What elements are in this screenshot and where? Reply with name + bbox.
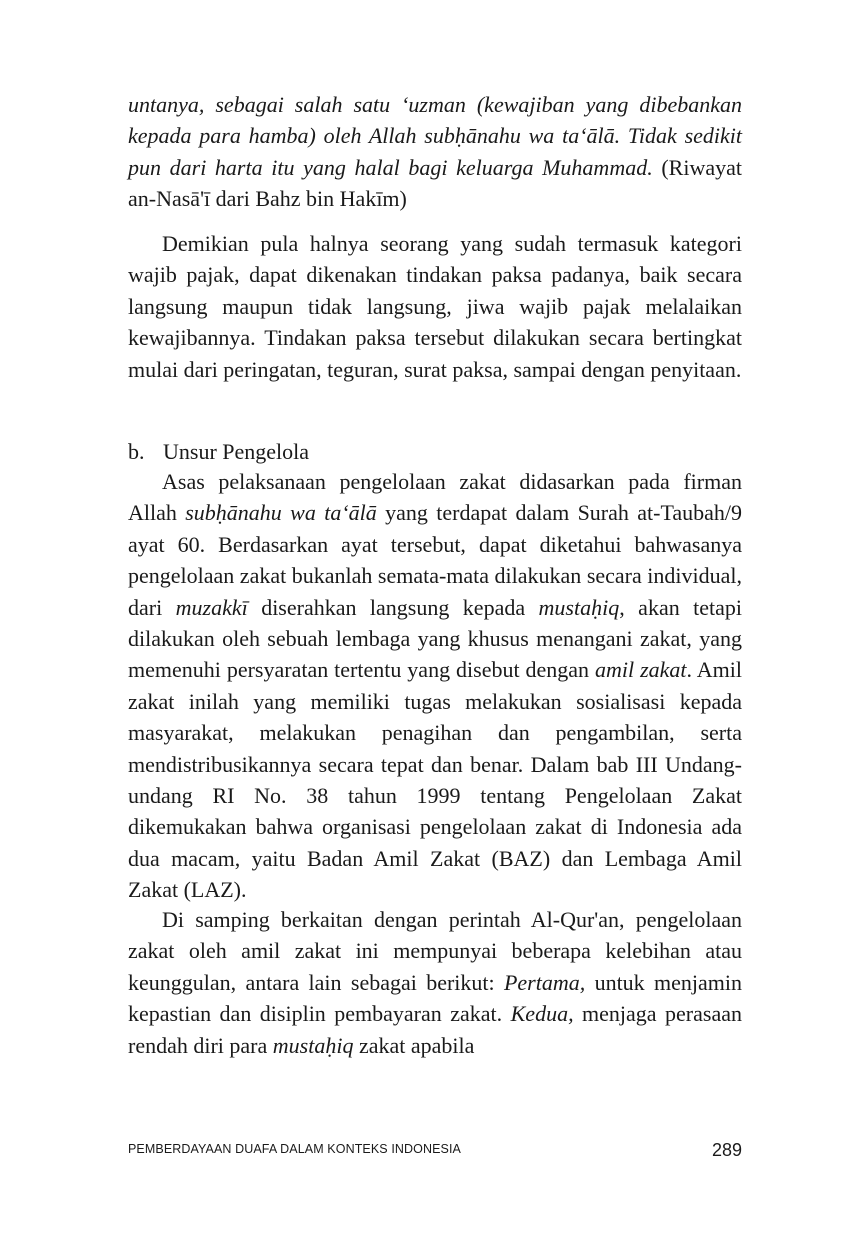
text-run: menjaga perasaan rendah diri para (128, 1001, 742, 1058)
text-run: . Amil zakat inilah yang memiliki tugas melakukan sosialisasi kepada masyarakat, melakukan penagihan dan pengambilan, serta mendistribusikannya secara tepat dan benar. Dalam bab III Undang-undang RI No. 38 tahun 1999 tentang Pengelolaan Zakat dikemukakan bahwa organisasi pengelolaan zakat di Indonesia ada dua macam, yaitu Badan Amil Zakat (BAZ) dan Lembaga Amil Zakat (LAZ). (128, 657, 742, 903)
italic-term: subḥānahu wa ta‘ālā (185, 500, 377, 526)
italic-term: amil zakat (595, 657, 687, 683)
italic-term: Kedua, (510, 1001, 574, 1027)
section-title: Unsur Pengelola (163, 439, 310, 464)
paragraph-hadith-quote (128, 89, 742, 215)
italic-term: muzakkī (175, 594, 248, 620)
italic-term: mustaḥiq (538, 594, 620, 620)
running-footer-title: PEMBERDAYAAN DUAFA DALAM KONTEKS INDONESIA (128, 1142, 461, 1156)
text-run: , akan tetapi dilakukan oleh sebuah lembaga yang khusus menangani zakat, yang memenuhi persyaratan tertentu yang disebut dengan (128, 594, 743, 683)
paragraph-amil-advantages (128, 904, 742, 1061)
section-letter: b. (128, 439, 145, 464)
text-run: diserahkan langsung kepada (247, 594, 539, 620)
text-run: zakat apabila (353, 1032, 475, 1058)
section-heading (128, 436, 742, 467)
italic-term: Pertama, (503, 969, 586, 995)
text-run: untuk menjamin kepastian dan disiplin pembayaran zakat. (128, 969, 743, 1027)
text-run: Asas pelaksanaan pengelolaan zakat didasarkan pada firman Allah (128, 469, 742, 526)
italic-term: mustaḥiq (272, 1032, 354, 1058)
text-run: yang terdapat dalam Surah at-Taubah/9 ayat 60. Berdasarkan ayat tersebut, dapat diketahui bahwasanya pengelolaan zakat bukanlah semata-mata dilakukan secara individual, dari (128, 500, 742, 620)
hadith-citation: (Riwayat an-Nasā'ī dari Bahz bin Hakīm) (128, 154, 742, 212)
paragraph-zakat-management (128, 466, 742, 906)
hadith-quote-italic: untanya, sebagai salah satu ‘uzman (kewajiban yang dibebankan kepada para hamba) oleh Allah subḥānahu wa ta‘ālā. Tidak sedikit pun dari harta itu yang halal bagi keluarga Muhammad. (128, 92, 742, 180)
paragraph-tax-coercion (128, 228, 742, 385)
paragraph-text: Demikian pula halnya seorang yang sudah termasuk kategori wajib pajak, dapat dikenakan tindakan paksa padanya, baik secara langsung maupun tidak langsung, jiwa wajib pajak melalaikan kewajibannya. Tindakan paksa tersebut dilakukan secara bertingkat mulai dari peringatan, teguran, surat paksa, sampai dengan penyitaan. (128, 231, 742, 382)
page-number: 289 (711, 1140, 742, 1160)
text-run: Di samping berkaitan dengan perintah Al-Qur'an, pengelolaan zakat oleh amil zakat ini mempunyai beberapa kelebihan atau keunggulan, antara lain sebagai berikut: (128, 907, 742, 995)
